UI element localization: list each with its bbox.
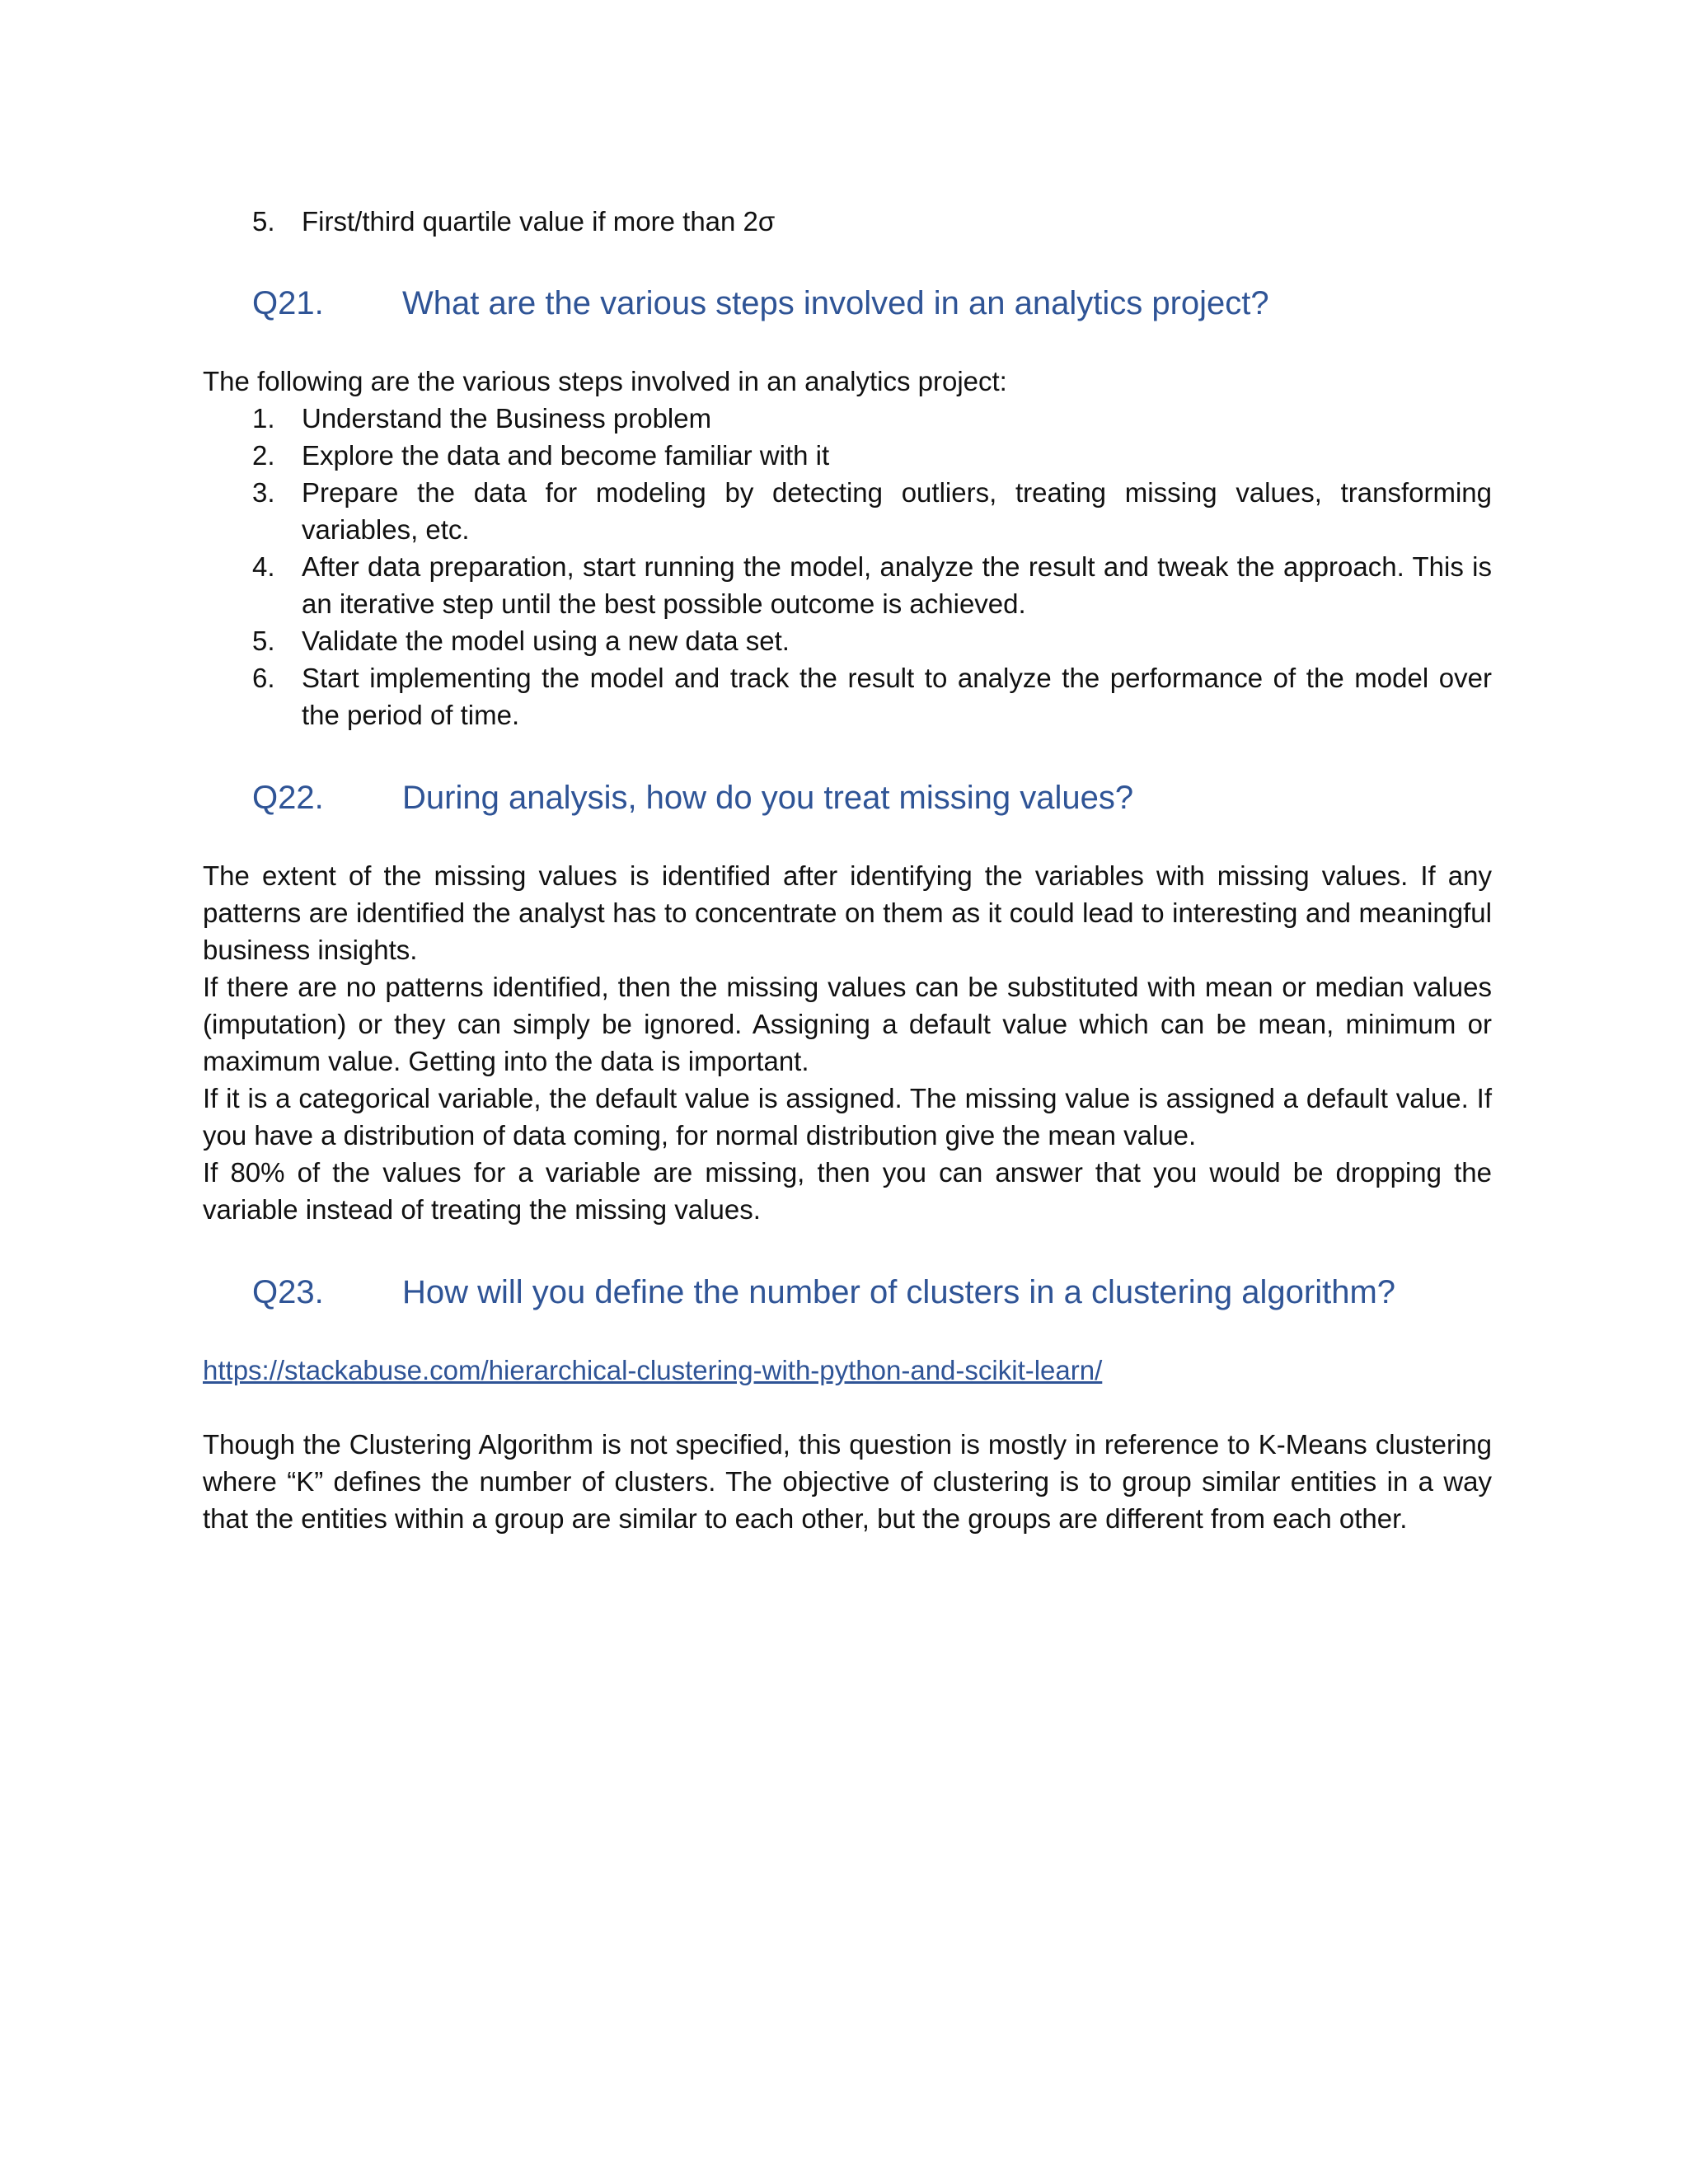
paragraph: If 80% of the values for a variable are missing, then you can answer that you would be dropping the variable instead of treating the missing values. bbox=[203, 1157, 1492, 1225]
list-item-text: First/third quartile value if more than 2σ bbox=[302, 206, 776, 237]
list-item bbox=[252, 474, 1492, 548]
question-heading-q21 bbox=[252, 280, 1538, 326]
question-number: Q23. bbox=[252, 1274, 324, 1310]
list-item-number: 1. bbox=[252, 403, 275, 434]
list-item-number: 6. bbox=[252, 663, 275, 693]
list-item-text: Explore the data and become familiar with it bbox=[302, 440, 830, 471]
list-item bbox=[252, 548, 1492, 622]
list-item-text: Prepare the data for modeling by detecting outliers, treating missing values, transforming variables, etc. bbox=[302, 477, 1492, 545]
question-heading-q22 bbox=[252, 775, 1538, 821]
list-item bbox=[252, 622, 1492, 659]
answer-body-q22 bbox=[203, 857, 1492, 1228]
list-item-number: 5. bbox=[252, 626, 275, 656]
paragraph: The extent of the missing values is identified after identifying the variables with missing values. If any patterns are identified the analyst has to concentrate on them as it could lead to interesting and meaningful business insights. bbox=[203, 860, 1492, 965]
question-title: How will you define the number of clusters in a clustering algorithm? bbox=[402, 1274, 1396, 1310]
list-item-number: 2. bbox=[252, 440, 275, 471]
reference-link[interactable]: https://stackabuse.com/hierarchical-clustering-with-python-and-scikit-learn/ bbox=[203, 1355, 1103, 1385]
paragraph: If there are no patterns identified, then the missing values can be substituted with mean or median values (imputation) or they can simply be ignored. Assigning a default value which can be mean, minimum or maximum value. Getting into the data is important. bbox=[203, 972, 1492, 1076]
list-item-text: After data preparation, start running the model, analyze the result and tweak the approach. This is an iterative step until the best possible outcome is achieved. bbox=[302, 551, 1492, 619]
question-number: Q21. bbox=[252, 285, 324, 321]
list-item-number: 3. bbox=[252, 477, 275, 508]
paragraph: The following are the various steps involved in an analytics project: bbox=[203, 366, 1007, 396]
paragraph: If it is a categorical variable, the default value is assigned. The missing value is assigned a default value. If you have a distribution of data coming, for normal distribution give the mean value. bbox=[203, 1083, 1492, 1151]
list-item bbox=[252, 659, 1492, 733]
list-item bbox=[252, 203, 1492, 240]
paragraph: Though the Clustering Algorithm is not specified, this question is mostly in reference to K-Means clustering where “K” defines the number of clusters. The objective of clustering is to group similar entities in a way that the entities within a group are similar to each other, but the groups are different from each other. bbox=[203, 1429, 1492, 1534]
list-item-text: Start implementing the model and track the result to analyze the performance of the model over the period of time. bbox=[302, 663, 1492, 730]
list-item-text: Understand the Business problem bbox=[302, 403, 712, 434]
question-title: What are the various steps involved in an analytics project? bbox=[402, 285, 1269, 321]
list-item-number: 4. bbox=[252, 551, 275, 582]
question-title: During analysis, how do you treat missing values? bbox=[402, 780, 1134, 816]
question-heading-q23 bbox=[252, 1269, 1538, 1315]
list-item bbox=[252, 437, 1492, 474]
list-item bbox=[252, 400, 1492, 437]
list-item-number: 5. bbox=[252, 206, 275, 237]
question-number: Q22. bbox=[252, 780, 324, 816]
list-item-text: Validate the model using a new data set. bbox=[302, 626, 790, 656]
